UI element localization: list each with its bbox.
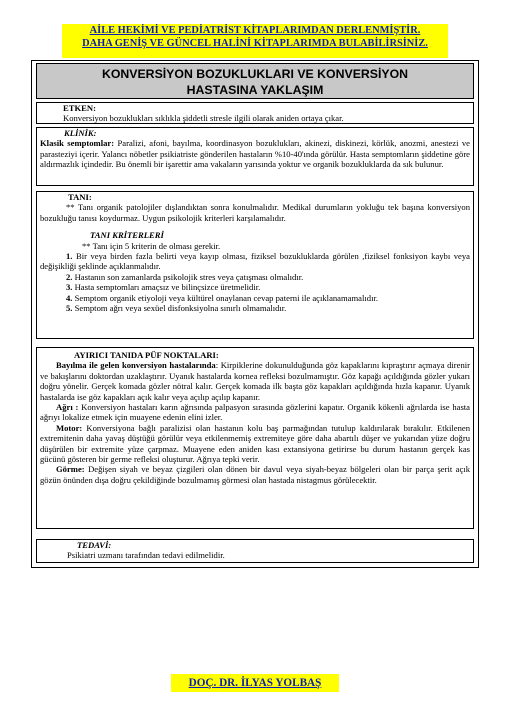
klinik-text: Paralizi, afoni, bayılma, koordinasyon bozuklukları, akinezi, diskinezi, körlük, anozmi, anestezi ve parasteziyi içerir. Yalancı nöbetler psikiatriste gönderilen hastaların %10-40'ında görülür. Hasta semptomların şiddetine göre aldırmazlık içindedir. Bu önemli bir işarettir ama vakaların yarısında yoktur ve organik bozukluklarda da sık bulunur. [40, 138, 470, 170]
criterion-text: Hasta semptomları amaçsız ve bilinçsizce üretmelidir. [72, 282, 261, 293]
header-banner [62, 24, 448, 58]
ayirici-paragraph-agri [40, 402, 470, 423]
section-klinik [36, 127, 474, 186]
criterion-number: 1. [66, 251, 73, 262]
ayirici-paragraph-motor [40, 423, 470, 465]
page-title [36, 63, 474, 99]
motor-text: Konversiyona bağlı paralizisi olan hastanın kolu baş parmağından tutulup kaldırılarak bırakılır. Etkilenen extremitenin daha yavaş düştüğü görülür veya etkilenmemiş extremiteye göre daha abartılı düşer ve yukarıdan yüze doğru düşürülen bir extremite yüze çarpmaz. Muayene eden aniden kası extansiyona getirirse bu durum hastanın gerçek kas gücünü gösteren bir germe refleksi oluşturur. Ağrıya tepki verir. [40, 422, 470, 465]
criterion-number: 3. [66, 282, 73, 293]
klinik-heading: KLİNİK: [64, 128, 97, 138]
gorme-label: Görme: [56, 464, 85, 475]
tedavi-text: Psikiatri uzmanı tarafından tedavi edilmelidir. [67, 550, 225, 561]
criterion-item [40, 272, 470, 282]
section-etken [36, 102, 474, 124]
criterion-text: Bir veya birden fazla belirti veya kayıp olması, fiziksel bozukluklarda görülen ,fiziksel fonksiyon kaybı veya değişikliği şeklinde açıklanmalıdır. [40, 251, 470, 272]
criterion-item [40, 293, 470, 303]
criterion-text: Hastanın son zamanlarda psikolojik stres veya çatışması olmalıdır. [72, 271, 304, 282]
section-tani [36, 191, 474, 339]
criterion-text: Semptom organik etiyoloji veya kültürel onaylanan cevap paterni ile açıklanamamalıdır. [72, 292, 378, 303]
criterion-number: 2. [66, 271, 73, 282]
criterion-text: Semptom ağrı veya sexüel disfonksiyolna sınırlı olmamalıdır. [72, 303, 287, 314]
klinik-label: Klasik semptomlar: [40, 138, 115, 149]
etken-text: Konversiyon bozuklukları sıklıkla şiddetli stresle ilgili olarak aniden ortaya çıkar. [63, 113, 344, 124]
criterion-item [40, 282, 470, 292]
ayirici-paragraph-bayilma [40, 360, 470, 402]
banner-line-2: DAHA GENİŞ VE GÜNCEL HALİNİ KİTAPLARIMDA BULABİLİRSİNİZ. [82, 38, 428, 49]
tani-heading: TANI: [68, 192, 92, 202]
section-ayirici-tani [36, 347, 474, 529]
agri-label: Ağrı : [56, 402, 79, 413]
etken-heading: ETKEN: [63, 103, 96, 113]
criterion-item [40, 303, 470, 313]
tedavi-heading: TEDAVİ: [77, 540, 112, 550]
criterion-number: 4. [66, 292, 73, 303]
criterion-item [40, 251, 470, 272]
ayirici-heading: AYIRICI TANIDA PÜF NOKTALARI: [74, 350, 219, 360]
title-line-1: KONVERSİYON BOZUKLUKLARI VE KONVERSİYON [101, 67, 409, 81]
title-line-2: HASTASINA YAKLAŞIM [186, 83, 324, 97]
klinik-paragraph [40, 138, 470, 169]
bayilma-label: Bayılma ile gelen konversiyon hastalarında [56, 360, 216, 371]
motor-label: Motor: [56, 422, 83, 433]
author-signature: DOÇ. DR. İLYAS YOLBAŞ [171, 674, 339, 692]
criteria-heading: TANI KRİTERLERİ [90, 230, 164, 241]
bayilma-text: : Kirpiklerine dokunulduğunda göz kapaklarını kıpraştırır açmaya direnir ve bakışlarını doktordan uzaklaştırır. Uyanık hastalarda kornea refleksi bozulmamıştır. Göz kapağı açıldığında gözler yukarı doğru yönelir. Gerçek komada gözler nötral kalır. Gerçek komada ilk başta göz kapakları açıldığında hızla kapanır. Uyanık hastalarda ise göz kapakları açık kalır veya açılıp açılıp kapanır. [40, 360, 470, 402]
section-tedavi [36, 539, 474, 563]
criteria-intro: ** Tanı için 5 kriterin de olması gerekir. [82, 240, 221, 251]
gorme-text: Değişen siyah ve beyaz çizgileri olan dönen bir davul veya siyah-beyaz bölgeleri olan bir parça şerit açık gözün önünden dışa doğru çekildiğinde bozulmamış görmesi olan hastada nistagmus görülecektir. [40, 464, 470, 485]
tani-text: ** Tanı organik patolojiler dışlandıktan sonra konulmalıdır. Medikal durumların yokluğu tek başına konversiyon bozukluğu tanısı koydurmaz. Uygun psikolojik kriterleri karşılamalıdır. [40, 202, 470, 223]
banner-line-1: AİLE HEKİMİ VE PEDİATRİST KİTAPLARIMDAN DERLENMİŞTİR. [89, 25, 421, 36]
agri-text: Konversiyon hastaları karın ağrısında palpasyon sırasında gözlerini kapatır. Organik kökenli ağrılarda ise hasta ağrıyı lokalize etmek için muayene edenin elini izler. [40, 402, 470, 423]
ayirici-paragraph-gorme [40, 464, 470, 485]
criterion-number: 5. [66, 303, 73, 314]
